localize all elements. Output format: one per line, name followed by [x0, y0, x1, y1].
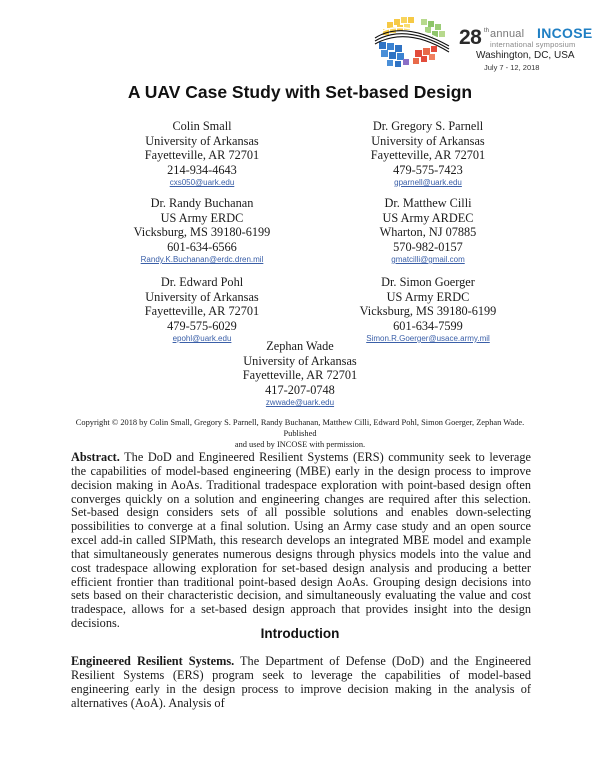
logo-subtitle: international symposium	[490, 40, 576, 49]
copyright-line-2: and used by INCOSE with permission.	[234, 440, 366, 449]
author-name: Zephan Wade	[266, 339, 334, 353]
author-email-link[interactable]: cxs050@uark.edu	[169, 178, 235, 187]
conference-logo	[373, 8, 593, 70]
author-address: Fayetteville, AR 72701	[144, 304, 260, 318]
author-address: Fayetteville, AR 72701	[242, 368, 358, 382]
author-phone: 479-575-7423	[393, 162, 463, 177]
globe-mosaic-icon	[373, 12, 453, 68]
author-name: Dr. Randy Buchanan	[150, 196, 254, 210]
abstract-text: The DoD and Engineered Resilient Systems (ERS) community seek to leverage the capabilities of model-based engineering (MBE) early in the design process to improve decision making in AoAs. Traditional tradespace exploration with point-based design often converges quickly on a solution and engineering changes are required after this selection. Set-based design considers sets of all possible solutions and enables down-selecting possibilities to converge at a final solution. Using an Army case study and an open source excel add-in called SIPMath, this research develops an integrated MBE model and example that simultaneously generates numerous designs through physics models into the value and cost tradespace allowing exploration for set-based design analysis and producing a better efficient frontier than traditional point-based design AoAs. Grouping design decisions into sets based on their characteristic decision, and simultaneously evaluating the value and cost tradespace, allows for a set-based design approach that provides insight into the design decisions.	[71, 450, 531, 631]
author-address: Fayetteville, AR 72701	[370, 148, 486, 162]
author-affiliation: University of Arkansas	[243, 353, 357, 368]
author-address: Vicksburg, MS 39180-6199	[359, 304, 497, 318]
author-block-pohl	[92, 275, 312, 345]
author-phone: 214-934-4643	[167, 162, 237, 177]
author-block-goerger	[318, 275, 538, 345]
author-phone: 479-575-6029	[167, 318, 237, 333]
author-block-wade	[190, 339, 410, 409]
introduction-paragraph	[71, 655, 531, 710]
abstract-paragraph	[71, 451, 531, 631]
author-name: Dr. Gregory S. Parnell	[372, 119, 484, 133]
author-email-link[interactable]: gparnell@uark.edu	[394, 178, 462, 187]
author-email-link[interactable]: gmatcilli@gmail.com	[391, 255, 465, 264]
copyright-notice	[60, 417, 540, 450]
author-email-link[interactable]: zwwade@uark.edu	[265, 398, 335, 407]
logo-edition-suffix: th	[484, 28, 490, 34]
author-address: Wharton, NJ 07885	[379, 225, 477, 239]
logo-location: Washington, DC, USA	[476, 50, 575, 61]
author-phone: 601-634-7599	[393, 318, 463, 333]
logo-annual-text: annual	[490, 28, 525, 40]
copyright-line-1: Copyright © 2018 by Colin Small, Gregory S. Parnell, Randy Buchanan, Matthew Cilli, Edward Pohl, Simon Goerger, Zephan Wade. Published	[75, 418, 525, 438]
author-phone: 417-207-0748	[265, 382, 335, 397]
introduction-text: The Department of Defense (DoD) and the Engineered Resilient Systems (ERS) program seek to leverage the capabilities of model-based engineering early in the design process to improve decision making in the analysis of alternatives (AoA). Analysis of	[71, 654, 531, 710]
author-address: Vicksburg, MS 39180-6199	[133, 225, 271, 239]
author-name: Colin Small	[172, 119, 232, 133]
author-phone: 570-982-0157	[393, 239, 463, 254]
author-affiliation: US Army ERDC	[386, 289, 470, 304]
introduction-subheading: Engineered Resilient Systems.	[71, 654, 235, 668]
author-name: Dr. Edward Pohl	[160, 275, 244, 289]
author-block-buchanan	[92, 196, 312, 266]
section-heading-introduction: Introduction	[260, 626, 340, 641]
author-block-small	[92, 119, 312, 189]
author-name: Dr. Matthew Cilli	[384, 196, 472, 210]
author-address: Fayetteville, AR 72701	[144, 148, 260, 162]
author-affiliation: US Army ARDEC	[382, 210, 474, 225]
author-email-link[interactable]: epohl@uark.edu	[172, 334, 232, 343]
author-affiliation: University of Arkansas	[145, 289, 259, 304]
author-affiliation: US Army ERDC	[160, 210, 244, 225]
logo-dates: July 7 - 12, 2018	[484, 63, 540, 72]
logo-edition-number: 28	[459, 26, 482, 49]
author-block-parnell	[318, 119, 538, 189]
author-block-cilli	[318, 196, 538, 266]
author-email-link[interactable]: Randy.K.Buchanan@erdc.dren.mil	[140, 255, 264, 264]
logo-incose-text: INCOSE	[537, 25, 593, 41]
paper-title: A UAV Case Study with Set-based Design	[127, 82, 473, 102]
author-phone: 601-634-6566	[167, 239, 237, 254]
author-affiliation: University of Arkansas	[145, 133, 259, 148]
author-email-link[interactable]: Simon.R.Goerger@usace.army.mil	[366, 334, 490, 343]
abstract-label: Abstract.	[71, 450, 120, 464]
author-name: Dr. Simon Goerger	[381, 275, 475, 289]
author-affiliation: University of Arkansas	[371, 133, 485, 148]
